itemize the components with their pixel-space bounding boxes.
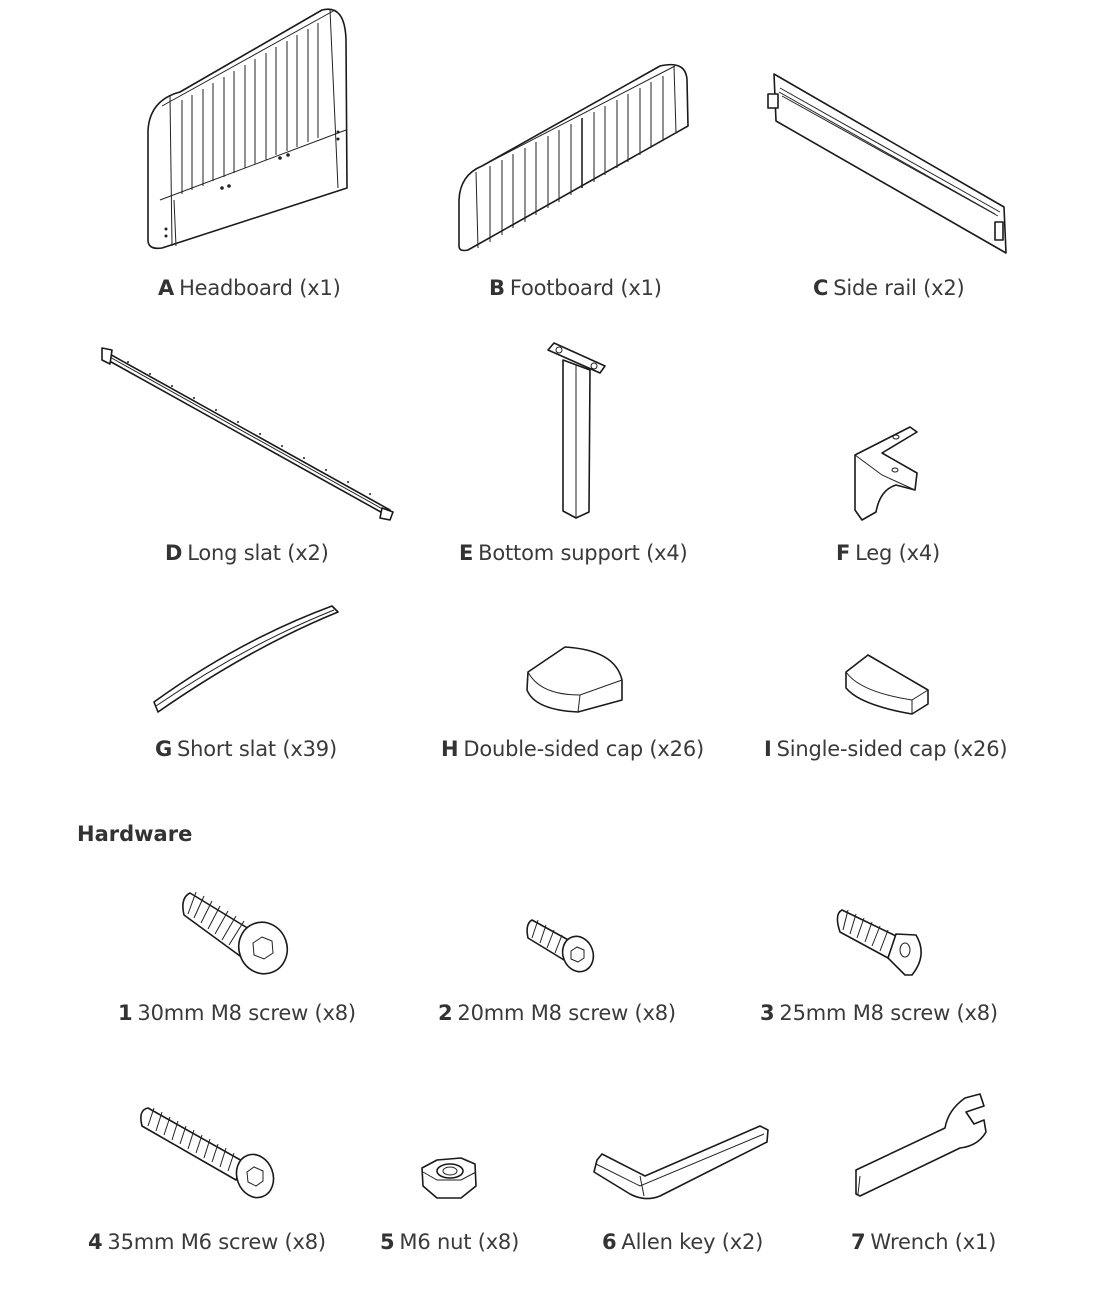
part-label: G Short slat (x39) [155,737,337,761]
hardware-label: 6 Allen key (x2) [602,1230,764,1254]
part-label: E Bottom support (x4) [459,541,688,565]
hardware-label: 7 Wrench (x1) [851,1230,997,1254]
part-label: C Side rail (x2) [813,276,965,300]
part-label: D Long slat (x2) [165,541,329,565]
hardware-label: 1 30mm M8 screw (x8) [118,1001,356,1025]
hardware-label: 3 25mm M8 screw (x8) [760,1001,998,1025]
part-label: H Double-sided cap (x26) [441,737,704,761]
hardware-section-title: Hardware [77,822,193,846]
hardware-label: 4 35mm M6 screw (x8) [88,1230,326,1254]
part-label: B Footboard (x1) [489,276,662,300]
part-label: F Leg (x4) [836,541,940,565]
hardware-label: 2 20mm M8 screw (x8) [438,1001,676,1025]
part-label: I Single-sided cap (x26) [764,737,1008,761]
hardware-label: 5 M6 nut (x8) [380,1230,520,1254]
part-label: A Headboard (x1) [158,276,341,300]
